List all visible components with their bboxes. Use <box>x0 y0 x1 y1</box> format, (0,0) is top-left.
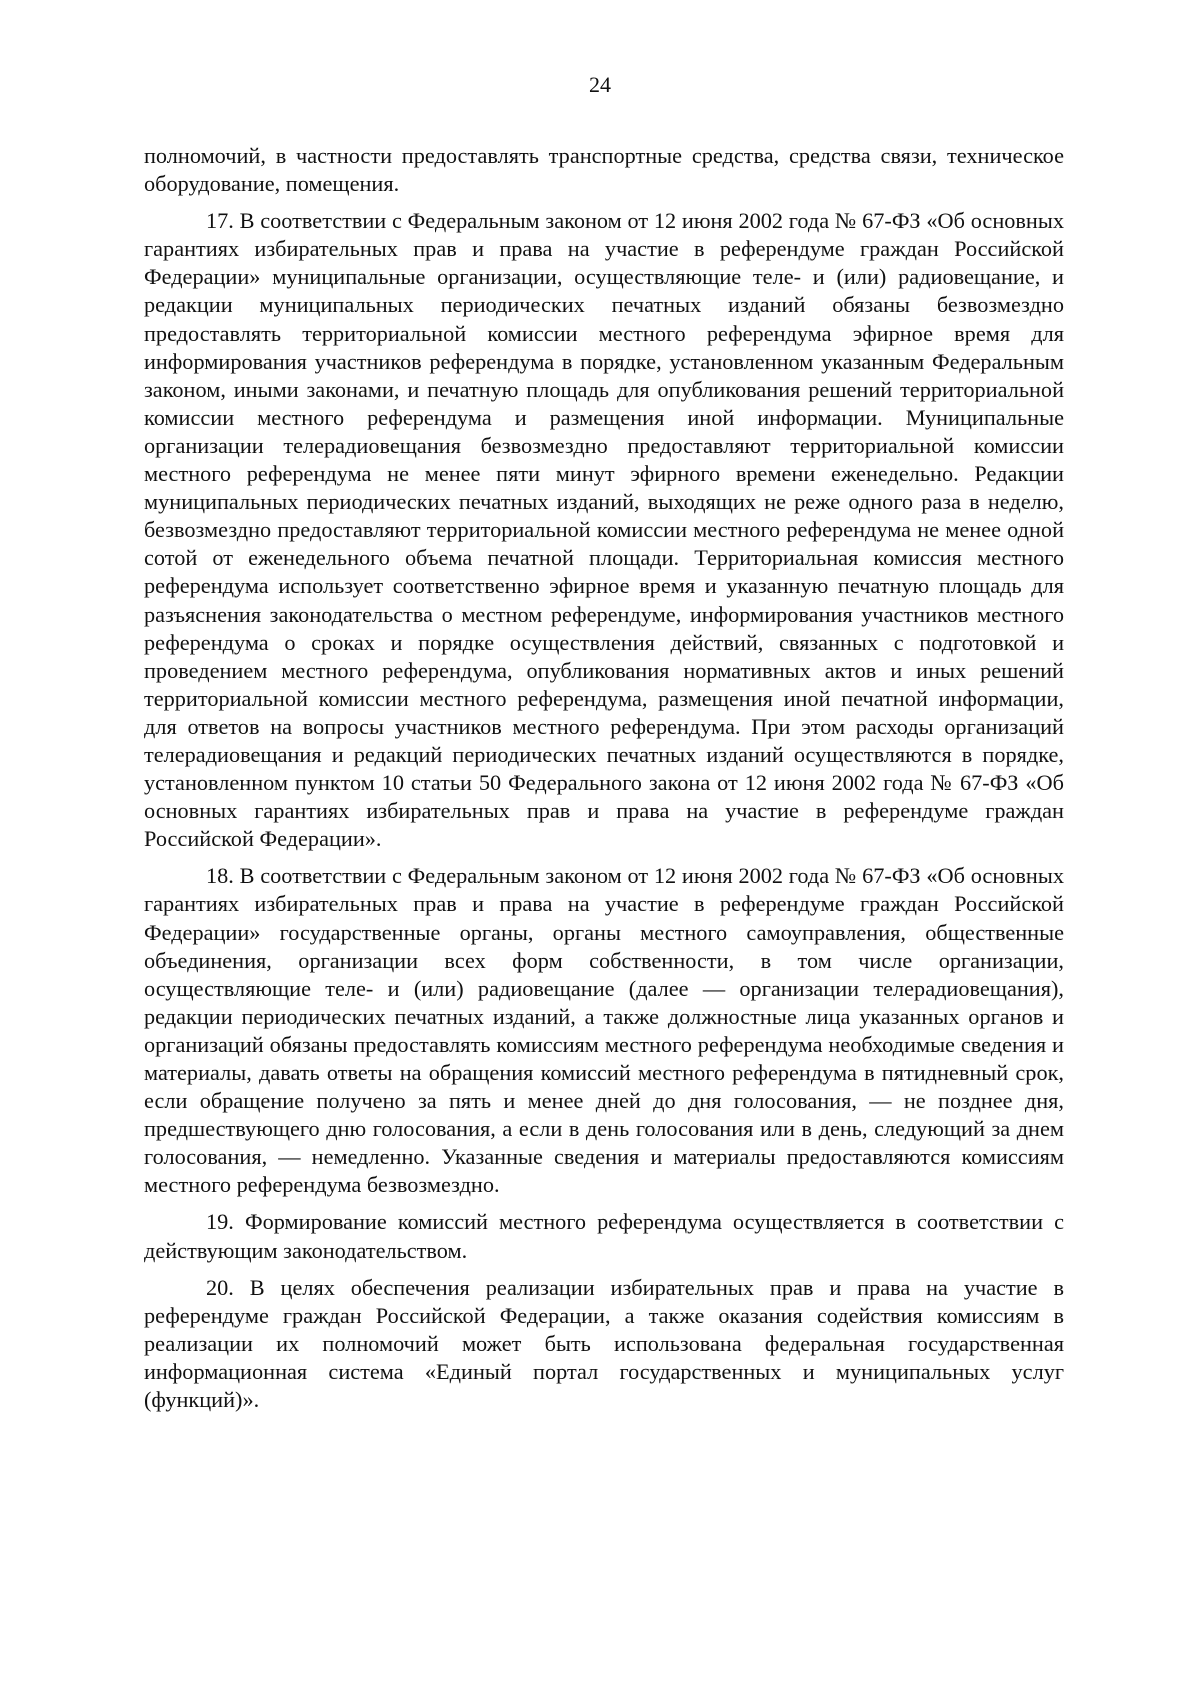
paragraph-17: 17. В соответствии с Федеральным законом от 12 июня 2002 года № 67-ФЗ «Об основных гарантиях избирательных прав и права на участие в референдуме граждан Российской Федерации» муниципальные организации, осуществляющие теле- и (или) радиовещание, и редакции муниципальных периодических печатных изданий обязаны безвозмездно предоставлять территориальной комиссии местного референдума эфирное время для информирования участников референдума в порядке, установленном указанным Федеральным законом, иными законами, и печатную площадь для опубликования решений территориальной комиссии местного референдума и размещения иной информации. Муниципальные организации телерадиовещания безвозмездно предоставляют территориальной комиссии местного референдума не менее пяти минут эфирного времени еженедельно. Редакции муниципальных периодических печатных изданий, выходящих не реже одного раза в неделю, безвозмездно предоставляют территориальной комиссии местного референдума не менее одной сотой от еженедельного объема печатной площади. Территориальная комиссия местного референдума использует соответственно эфирное время и указанную печатную площадь для разъяснения законодательства о местном референдуме, информирования участников местного референдума о сроках и порядке осуществления действий, связанных с подготовкой и проведением местного референдума, опубликования нормативных актов и иных решений территориальной комиссии местного референдума, размещения иной печатной информации, для ответов на вопросы участников местного референдума. При этом расходы организаций телерадиовещания и редакций периодических печатных изданий осуществляются в порядке, установленном пунктом 10 статьи 50 Федерального закона от 12 июня 2002 года № 67-ФЗ «Об основных гарантиях избирательных прав и права на участие в референдуме граждан Российской Федерации». <box>144 208 1064 852</box>
paragraph-18: 18. В соответствии с Федеральным законом от 12 июня 2002 года № 67-ФЗ «Об основных гарантиях избирательных прав и права на участие в референдуме граждан Российской Федерации» государственные органы, органы местного самоуправления, общественные объединения, организации всех форм собственности, в том числе организации, осуществляющие теле- и (или) радиовещание (далее — организации телерадиовещания), редакции периодических печатных изданий, а также должностные лица указанных органов и организаций обязаны предоставлять комиссиям местного референдума необходимые сведения и материалы, давать ответы на обращения комиссий местного референдума в пятидневный срок, если обращение получено за пять и менее дней до дня голосования, — не позднее дня, предшествующего дню голосования, а если в день голосования или в день, следующий за днем голосования, — немедленно. Указанные сведения и материалы предоставляются комиссиям местного референдума безвозмездно. <box>144 863 1064 1198</box>
document-body <box>144 142 1064 1423</box>
page-number: 24 <box>589 72 611 97</box>
paragraph-20: 20. В целях обеспечения реализации избирательных прав и права на участие в референдуме граждан Российской Федерации, а также оказания содействия комиссиям в реализации их полномочий может быть использована федеральная государственная информационная система «Единый портал государственных и муниципальных услуг (функций)». <box>144 1274 1064 1413</box>
paragraph-19: 19. Формирование комиссий местного референдума осуществляется в соответствии с действующим законодательством. <box>144 1209 1064 1263</box>
paragraph-continuation: полномочий, в частности предоставлять транспортные средства, средства связи, техническое оборудование, помещения. <box>144 143 1064 197</box>
